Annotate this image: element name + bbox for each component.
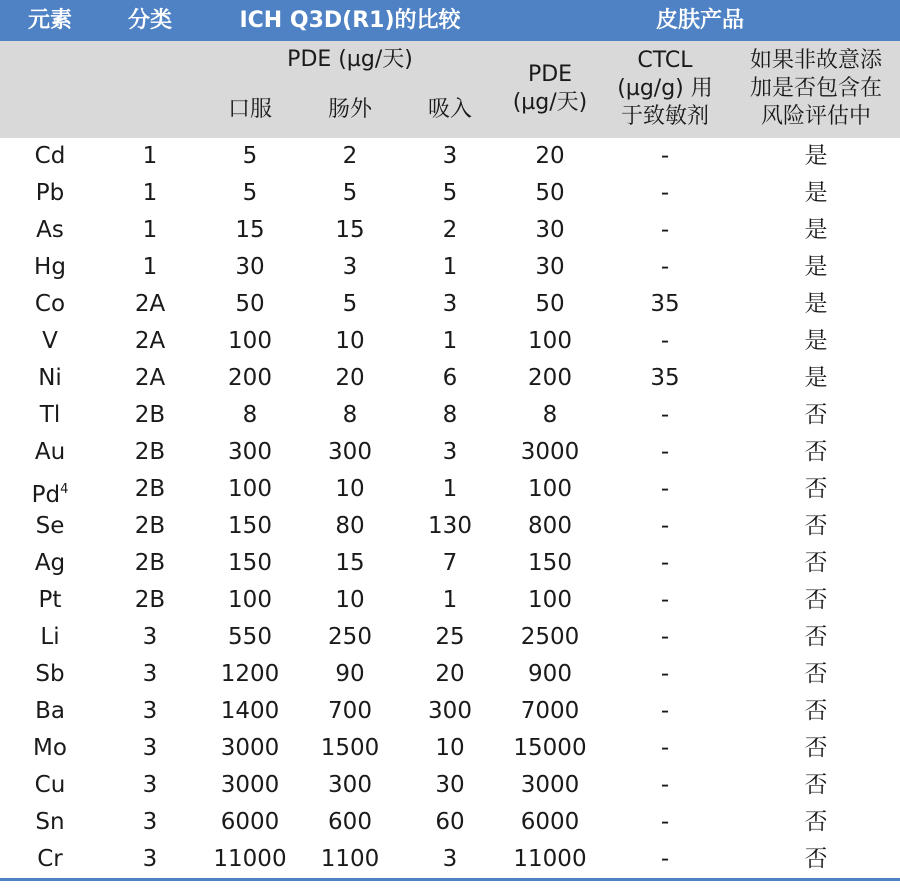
cell-parenteral: 300 [328, 439, 372, 465]
cell-risk-assessment: 是 [804, 365, 828, 391]
cell-parenteral: 15 [335, 550, 365, 576]
cell-parenteral: 300 [328, 772, 372, 798]
cell-ctcl: - [660, 846, 670, 872]
subheader-ctcl [605, 47, 725, 131]
subheader-ctcl-line2: (µg/g) 用 [617, 76, 713, 101]
cell-class: 3 [142, 809, 158, 835]
cell-parenteral: 90 [335, 661, 365, 687]
cell-ctcl: - [660, 402, 670, 428]
cell-risk-assessment: 否 [804, 772, 828, 798]
table-bottom-rule [0, 878, 900, 881]
cell-risk-assessment: 否 [804, 735, 828, 761]
cell-class: 3 [142, 846, 158, 872]
cell-ctcl: - [660, 772, 670, 798]
cell-oral: 100 [228, 476, 272, 502]
cell-parenteral: 10 [335, 328, 365, 354]
cell-parenteral: 20 [335, 365, 365, 391]
cell-skin-pde: 900 [528, 661, 572, 687]
cell-oral: 3000 [220, 735, 280, 761]
cell-risk-assessment: 否 [804, 513, 828, 539]
element-symbol: Au [34, 439, 66, 465]
cell-skin-pde: 2500 [520, 624, 580, 650]
table-row [0, 360, 900, 397]
subheader-pde-group: PDE (µg/天) [287, 47, 413, 72]
cell-oral: 1200 [220, 661, 280, 687]
cell-inhalation: 1 [442, 476, 458, 502]
cell-class: 2A [134, 291, 166, 317]
table-row [0, 434, 900, 471]
cell-element [0, 323, 100, 360]
cell-oral: 6000 [220, 809, 280, 835]
cell-ctcl: - [660, 143, 670, 169]
cell-risk-assessment: 否 [804, 661, 828, 687]
element-symbol: Sb [35, 661, 65, 687]
cell-inhalation: 5 [442, 180, 458, 206]
cell-skin-pde: 50 [535, 180, 565, 206]
table-row [0, 175, 900, 212]
cell-ctcl: 35 [650, 291, 680, 317]
cell-risk-assessment: 否 [804, 476, 828, 502]
cell-element [0, 508, 100, 545]
cell-ctcl: - [660, 513, 670, 539]
cell-oral: 550 [228, 624, 272, 650]
cell-inhalation: 10 [435, 735, 465, 761]
cell-inhalation: 3 [442, 291, 458, 317]
cell-skin-pde: 7000 [520, 698, 580, 724]
cell-risk-assessment: 否 [804, 402, 828, 428]
cell-element [0, 138, 100, 175]
cell-skin-pde: 100 [528, 587, 572, 613]
cell-oral: 150 [228, 550, 272, 576]
cell-ctcl: - [660, 439, 670, 465]
cell-class: 2B [134, 476, 166, 502]
cell-class: 3 [142, 735, 158, 761]
cell-inhalation: 60 [435, 809, 465, 835]
table-row [0, 730, 900, 767]
cell-oral: 3000 [220, 772, 280, 798]
cell-ctcl: - [660, 328, 670, 354]
cell-class: 2B [134, 587, 166, 613]
cell-risk-assessment: 是 [804, 254, 828, 280]
cell-skin-pde: 3000 [520, 772, 580, 798]
cell-class: 2B [134, 513, 166, 539]
cell-class: 2A [134, 365, 166, 391]
cell-inhalation: 6 [442, 365, 458, 391]
cell-oral: 5 [242, 180, 258, 206]
table-row [0, 471, 900, 508]
cell-inhalation: 130 [428, 513, 472, 539]
cell-inhalation: 3 [442, 846, 458, 872]
cell-parenteral: 600 [328, 809, 372, 835]
cell-inhalation: 3 [442, 439, 458, 465]
cell-ctcl: - [660, 476, 670, 502]
element-symbol: Hg [34, 254, 66, 280]
cell-inhalation: 7 [442, 550, 458, 576]
cell-inhalation: 300 [428, 698, 472, 724]
header-skin-products: 皮肤产品 [655, 8, 744, 33]
cell-skin-pde: 800 [528, 513, 572, 539]
cell-class: 3 [142, 772, 158, 798]
cell-inhalation: 8 [442, 402, 458, 428]
cell-skin-pde: 150 [528, 550, 572, 576]
table-row [0, 767, 900, 804]
cell-inhalation: 30 [435, 772, 465, 798]
cell-element [0, 545, 100, 582]
cell-element [0, 286, 100, 323]
cell-class: 1 [142, 254, 158, 280]
cell-element [0, 175, 100, 212]
table-row [0, 619, 900, 656]
cell-skin-pde: 11000 [513, 846, 587, 872]
subheader-risk-assessment [732, 47, 900, 131]
cell-skin-pde: 200 [528, 365, 572, 391]
cell-skin-pde: 30 [535, 254, 565, 280]
cell-skin-pde: 3000 [520, 439, 580, 465]
element-symbol: Cd [34, 143, 66, 169]
element-symbol: Cr [37, 846, 63, 872]
cell-parenteral: 3 [342, 254, 358, 280]
table-row [0, 804, 900, 841]
table-body [0, 138, 900, 878]
cell-risk-assessment: 否 [804, 698, 828, 724]
cell-risk-assessment: 否 [804, 587, 828, 613]
cell-parenteral: 700 [328, 698, 372, 724]
cell-element [0, 582, 100, 619]
cell-element [0, 656, 100, 693]
cell-element [0, 804, 100, 841]
cell-oral: 8 [242, 402, 258, 428]
cell-oral: 150 [228, 513, 272, 539]
cell-risk-assessment: 是 [804, 217, 828, 243]
cell-element [0, 767, 100, 804]
cell-skin-pde: 100 [528, 476, 572, 502]
element-symbol: Pb [35, 180, 65, 206]
cell-element [0, 360, 100, 397]
table-row [0, 545, 900, 582]
subheader-inhalation: 吸入 [427, 97, 472, 122]
cell-skin-pde: 6000 [520, 809, 580, 835]
subheader-skin-pde-line1: PDE [527, 62, 573, 87]
table-row [0, 693, 900, 730]
cell-ctcl: - [660, 624, 670, 650]
cell-parenteral: 250 [328, 624, 372, 650]
element-symbol: Li [40, 624, 60, 650]
subheader-oral: 口服 [227, 97, 272, 122]
cell-ctcl: - [660, 180, 670, 206]
subheader-parenteral: 肠外 [327, 97, 372, 122]
cell-risk-assessment: 是 [804, 180, 828, 206]
cell-parenteral: 1100 [320, 846, 380, 872]
cell-skin-pde: 30 [535, 217, 565, 243]
header-class: 分类 [127, 8, 172, 33]
cell-skin-pde: 50 [535, 291, 565, 317]
cell-oral: 5 [242, 143, 258, 169]
subheader-ctcl-line3: 于致敏剂 [620, 104, 709, 129]
element-symbol: Pt [38, 587, 62, 613]
cell-class: 1 [142, 217, 158, 243]
cell-ctcl: - [660, 809, 670, 835]
cell-class: 3 [142, 624, 158, 650]
cell-risk-assessment: 否 [804, 624, 828, 650]
subheader-risk-line1: 如果非故意添 [749, 48, 882, 73]
cell-element [0, 619, 100, 656]
element-symbol: Cu [34, 772, 66, 798]
element-symbol: Mo [33, 735, 67, 761]
cell-class: 2B [134, 402, 166, 428]
cell-risk-assessment: 是 [804, 291, 828, 317]
cell-skin-pde: 100 [528, 328, 572, 354]
cell-risk-assessment: 是 [804, 143, 828, 169]
cell-skin-pde: 15000 [513, 735, 587, 761]
cell-inhalation: 25 [435, 624, 465, 650]
cell-skin-pde: 20 [535, 143, 565, 169]
table-row [0, 138, 900, 175]
subheader-skin-pde-line2: (µg/天) [512, 90, 588, 115]
element-symbol: Se [35, 513, 65, 539]
cell-inhalation: 1 [442, 587, 458, 613]
table-row [0, 508, 900, 545]
cell-oral: 100 [228, 587, 272, 613]
header-element: 元素 [27, 8, 72, 33]
cell-risk-assessment: 否 [804, 439, 828, 465]
cell-inhalation: 1 [442, 254, 458, 280]
cell-parenteral: 10 [335, 587, 365, 613]
cell-element [0, 471, 100, 508]
cell-element [0, 693, 100, 730]
cell-parenteral: 5 [342, 180, 358, 206]
subheader-risk-line3: 风险评估中 [760, 104, 871, 129]
cell-class: 2B [134, 439, 166, 465]
cell-element [0, 249, 100, 286]
cell-parenteral: 5 [342, 291, 358, 317]
cell-element [0, 397, 100, 434]
table-row [0, 286, 900, 323]
cell-inhalation: 20 [435, 661, 465, 687]
cell-risk-assessment: 否 [804, 550, 828, 576]
table-row [0, 841, 900, 878]
cell-oral: 100 [228, 328, 272, 354]
cell-ctcl: - [660, 217, 670, 243]
element-symbol: V [42, 328, 58, 354]
subheader-risk-line2: 加是否包含在 [749, 76, 882, 101]
cell-ctcl: - [660, 254, 670, 280]
cell-element [0, 730, 100, 767]
element-symbol: Ba [35, 698, 65, 724]
cell-parenteral: 80 [335, 513, 365, 539]
cell-ctcl: - [660, 735, 670, 761]
cell-element [0, 212, 100, 249]
cell-class: 3 [142, 698, 158, 724]
cell-oral: 30 [235, 254, 265, 280]
cell-element [0, 434, 100, 471]
table-row [0, 582, 900, 619]
table-row [0, 249, 900, 286]
cell-skin-pde: 8 [542, 402, 558, 428]
cell-class: 2B [134, 550, 166, 576]
cell-parenteral: 2 [342, 143, 358, 169]
cell-ctcl: - [660, 587, 670, 613]
cell-class: 1 [142, 180, 158, 206]
element-symbol: Co [34, 291, 66, 317]
element-symbol: Ag [34, 550, 66, 576]
subheader-skin-pde [500, 61, 600, 117]
footnote-marker: 4 [60, 482, 69, 497]
cell-oral: 200 [228, 365, 272, 391]
table-row [0, 323, 900, 360]
cell-oral: 11000 [213, 846, 287, 872]
cell-element [0, 841, 100, 878]
cell-risk-assessment: 否 [804, 809, 828, 835]
header-ich-comparison: ICH Q3D(R1)的比较 [239, 8, 461, 33]
cell-parenteral: 1500 [320, 735, 380, 761]
cell-inhalation: 2 [442, 217, 458, 243]
cell-ctcl: 35 [650, 365, 680, 391]
subheader-ctcl-line1: CTCL [637, 48, 693, 73]
cell-class: 2A [134, 328, 166, 354]
cell-ctcl: - [660, 698, 670, 724]
table-subheader [0, 41, 900, 138]
element-symbol: Ni [38, 365, 62, 391]
cell-ctcl: - [660, 661, 670, 687]
cell-oral: 15 [235, 217, 265, 243]
table-header-bar [0, 0, 900, 41]
cell-parenteral: 15 [335, 217, 365, 243]
cell-inhalation: 3 [442, 143, 458, 169]
cell-parenteral: 8 [342, 402, 358, 428]
table-row [0, 397, 900, 434]
element-symbol: As [36, 217, 64, 243]
table-row [0, 656, 900, 693]
cell-parenteral: 10 [335, 476, 365, 502]
cell-class: 3 [142, 661, 158, 687]
table-row [0, 212, 900, 249]
cell-oral: 300 [228, 439, 272, 465]
cell-ctcl: - [660, 550, 670, 576]
element-symbol: Tl [39, 402, 61, 428]
cell-class: 1 [142, 143, 158, 169]
cell-inhalation: 1 [442, 328, 458, 354]
cell-oral: 50 [235, 291, 265, 317]
cell-oral: 1400 [220, 698, 280, 724]
element-symbol: Pd [31, 482, 61, 508]
element-symbol: Sn [35, 809, 65, 835]
cell-risk-assessment: 是 [804, 328, 828, 354]
cell-risk-assessment: 否 [804, 846, 828, 872]
